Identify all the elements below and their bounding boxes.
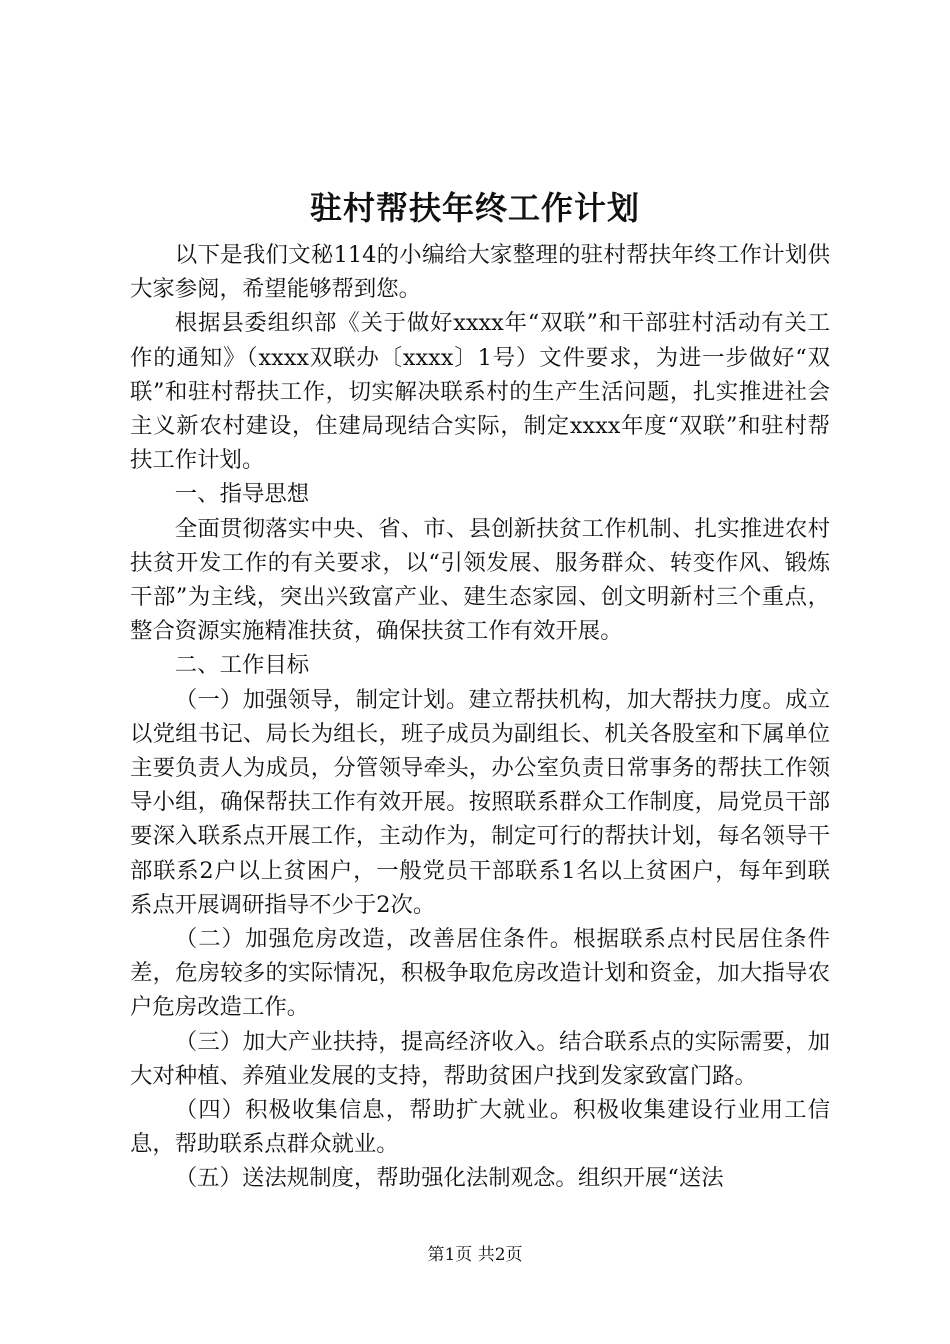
section-heading-work-goals: 二、工作目标: [174, 652, 310, 679]
paragraph-intro: 以下是我们文秘114的小编给大家整理的驻村帮扶年终工作计划供大家参阅，希望能够帮到您。: [130, 242, 830, 303]
paragraph-goal-3: （三）加大产业扶持，提高经济收入。结合联系点的实际需要，加大对种植、养殖业发展的支持，帮助贫困户找到发家致富门路。: [130, 1028, 830, 1089]
paragraph-goal-2: （二）加强危房改造，改善居住条件。根据联系点村民居住条件差，危房较多的实际情况，积极争取危房改造计划和资金，加大指导农户危房改造工作。: [130, 926, 830, 1021]
section-heading-guiding-thought: 一、指导思想: [174, 481, 310, 508]
paragraph-guiding-thought: 全面贯彻落实中央、省、市、县创新扶贫工作机制、扎实推进农村扶贫开发工作的有关要求，以“引领发展、服务群众、转变作风、锻炼干部”为主线，突出兴致富产业、建生态家园、创文明新村三个重点，整合资源实施精准扶贫，确保扶贫工作有效开展。: [130, 515, 830, 645]
paragraph-goal-1: （一）加强领导，制定计划。建立帮扶机构，加大帮扶力度。成立以党组书记、局长为组长，班子成员为副组长、机关各股室和下属单位主要负责人为成员，分管领导牵头，办公室负责日常事务的帮扶工作领导小组，确保帮扶工作有效开展。按照联系群众工作制度，局党员干部要深入联系点开展工作，主动作为，制定可行的帮扶计划，每名领导干部联系2户以上贫困户，一般党员干部联系1名以上贫困户，每年到联系点开展调研指导不少于2次。: [130, 686, 830, 918]
paragraph-goal-5: （五）送法规制度，帮助强化法制观念。组织开展“送法: [174, 1165, 724, 1192]
document-title: 驻村帮扶年终工作计划: [309, 189, 640, 227]
paragraph-basis: 根据县委组织部《关于做好xxxx年“双联”和干部驻村活动有关工作的通知》（xxxx双联办〔xxxx〕1号）文件要求，为进一步做好“双联”和驻村帮扶工作，切实解决联系村的生产生活问题，扎实推进社会主义新农村建设，住建局现结合实际，制定xxxx年度“双联”和驻村帮扶工作计划。: [130, 310, 830, 474]
document-body: [130, 238, 830, 1196]
page-number-footer: 第1页 共2页: [427, 1245, 523, 1265]
paragraph-goal-4: （四）积极收集信息，帮助扩大就业。积极收集建设行业用工信息，帮助联系点群众就业。: [130, 1097, 830, 1158]
